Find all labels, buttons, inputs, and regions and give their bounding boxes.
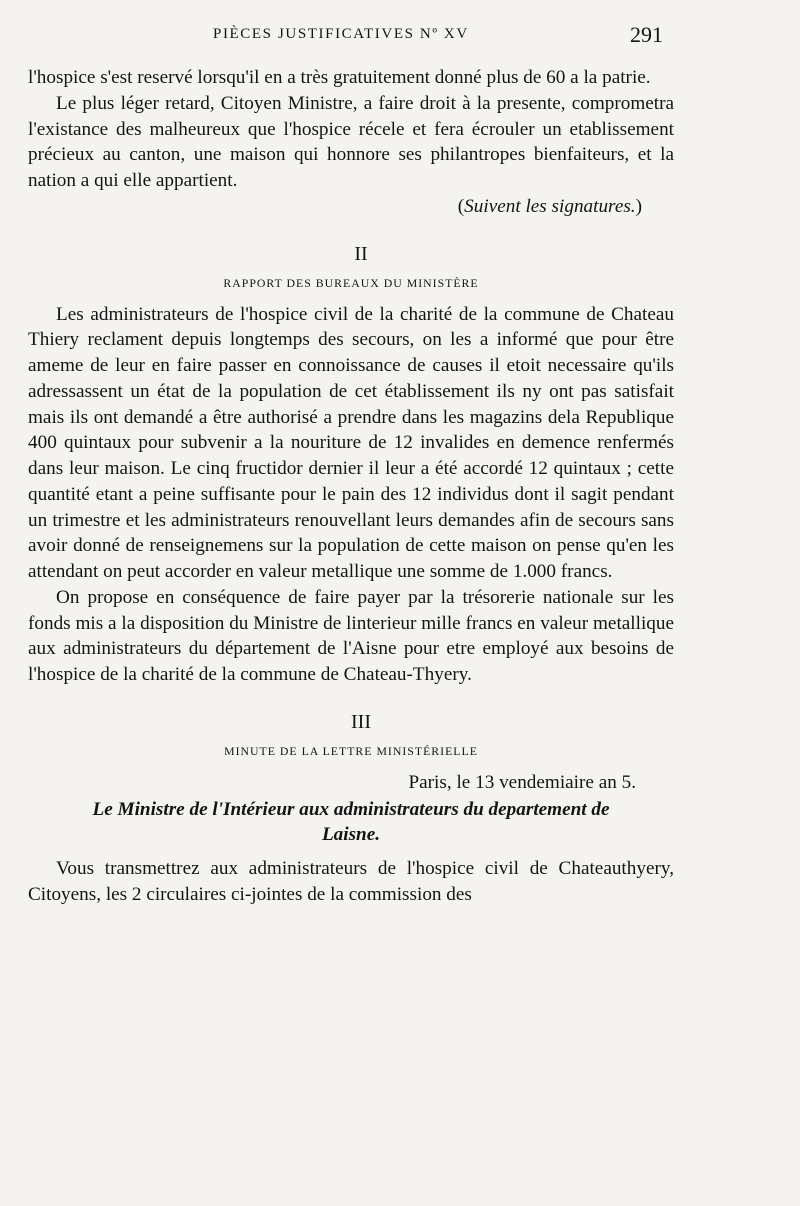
page-body (28, 65, 674, 908)
signatures-line (28, 194, 674, 220)
signatures-close-paren: ) (635, 195, 642, 217)
paragraph-proposal: On propose en conséquence de faire payer par la trésorerie nationale sur les fonds mis a la disposition du Ministre de linterieur mille francs en valeur metallique aux administrateurs du département de l'Aisne pour etre employé aux besoins de l'hospice de la charité de la commune de Chateau-Thyery. (28, 586, 674, 685)
running-head: PIÈCES JUSTIFICATIVES Nº XV (213, 26, 469, 42)
paragraph-report: Les administrateurs de l'hospice civil de la charité de la commune de Chateau Thiery reclament depuis longtemps des secours, on les a informé que pour être ameme de leur en faire passer en connoissance de causes il etoit necessaire qu'ils adressassent un état de la population de cet établissement ils ny ont pas satisfait mais ils ont demandé a être authorisé a prendre dans les magazins dela Republique 400 quintaux pour subvenir a la nouriture de 12 invalides en demence renfermés dans leur maison. Le cinq fructidor dernier il leur a été accordé 12 quintaux ; cette quantité etant a peine suffisante pour le pain des 12 individus dont il sagit pendant un trimestre et les administrateurs renouvellant leurs demandes afin de secours sans avoir donné de renseignemens sur la population de cette maison on pense qu'en les attendant on peut accorder en valeur metallique une somme de 1.000 francs. (28, 303, 674, 582)
paragraph-continuation: l'hospice s'est reservé lorsqu'il en a très gratuitement donné plus de 60 a la patrie. (28, 67, 651, 88)
letter-dateline: Paris, le 13 vendemiaire an 5. (408, 771, 636, 793)
section-title-minute: MINUTE DE LA LETTRE MINISTÉRIELLE (224, 743, 478, 758)
section-number-iii: III (351, 710, 371, 733)
paragraph-letter: Vous transmettrez aux administrateurs de l'hospice civil de Chateauthyery, Citoyens, les 2 circulaires ci-jointes de la commission des (28, 858, 674, 905)
signatures-open-paren: ( (457, 195, 465, 217)
page-number: 291 (630, 22, 663, 47)
letter-address-line1: Le Ministre de l'Intérieur aux administrateurs du departement de (92, 798, 610, 820)
signatures-note: Suivent les signatures. (464, 195, 636, 217)
section-title-rapport: RAPPORT DES BUREAUX DU MINISTÈRE (223, 275, 479, 290)
paragraph-plea: Le plus léger retard, Citoyen Ministre, a faire droit à la presente, comprometra l'existance des malheureux que l'hospice récele et fera écrouler un etablissement précieux au canton, une maison qui honnore ses philantropes bienfaiteurs, et la nation a qui elle appartient. (28, 92, 674, 191)
section-number-ii: II (354, 242, 368, 265)
page-header (0, 22, 800, 52)
letter-address-line2: Laisne. (321, 824, 381, 846)
